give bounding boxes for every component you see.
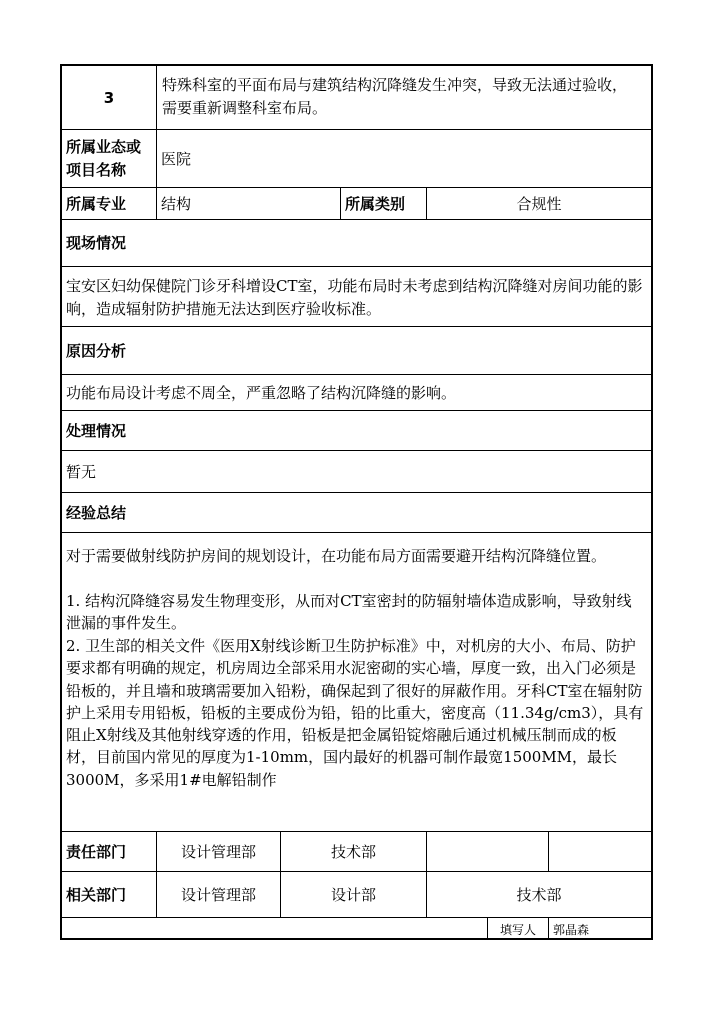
business-row xyxy=(62,130,651,188)
related-row xyxy=(62,872,651,918)
summary-text-row xyxy=(62,533,651,832)
handling-heading-row xyxy=(62,411,651,451)
cause-text: 功能布局设计考虑不周全，严重忽略了结构沉降缝的影响。 xyxy=(66,383,457,402)
site-text-row xyxy=(62,267,651,327)
responsible-dept-1: 设计管理部 xyxy=(156,832,280,871)
site-heading: 现场情况 xyxy=(66,234,127,252)
specialty-row xyxy=(62,188,651,220)
item-description-text: 特殊科室的平面布局与建筑结构沉降缝发生冲突，导致无法通过验收，需要重新调整科室布局。 xyxy=(162,76,628,117)
specialty-value: 结构 xyxy=(156,188,340,219)
summary-heading-row xyxy=(62,493,651,533)
handling-text-row xyxy=(62,451,651,493)
summary-paragraph-intro: 对于需要做射线防护房间的规划设计，在功能布局方面需要避开结构沉降缝位置。 xyxy=(66,547,607,565)
category-label: 所属类别 xyxy=(340,188,426,219)
responsible-label: 责任部门 xyxy=(66,842,127,861)
related-dept-1: 设计管理部 xyxy=(156,872,280,917)
specialty-label: 所属专业 xyxy=(66,194,127,213)
cause-heading-row xyxy=(62,327,651,375)
category-value: 合规性 xyxy=(426,188,651,219)
cause-text-row xyxy=(62,375,651,411)
business-label xyxy=(62,130,156,187)
handling-heading: 处理情况 xyxy=(66,421,127,440)
item-number: 3 xyxy=(103,88,115,107)
handling-text: 暂无 xyxy=(66,462,97,481)
business-value: 医院 xyxy=(156,130,651,187)
issue-record-table xyxy=(60,64,653,940)
item-row xyxy=(62,66,651,130)
filler-row xyxy=(62,918,651,940)
filler-name: 郭晶森 xyxy=(548,918,651,940)
responsible-dept-2: 技术部 xyxy=(280,832,426,871)
responsible-dept-4 xyxy=(548,832,651,871)
summary-paragraph-2: 2. 卫生部的相关文件《医用X射线诊断卫生防护标准》中，对机房的大小、布局、防护要求都有明确的规定，机房周边全部采用水泥密砌的实心墙，厚度一致，出入门必须是铅板的，并且墙和玻璃需要加入铅粉，确保起到了很好的屏蔽作用。牙科CT室在辐射防护上采用专用铅板，铅板的主要成份为铅，铅的比重大，密度高（11.34g/cm3），具有阻止X射线及其他射线穿透的作用，铅板是把金属铅锭熔融后通过机械压制而成的板材，目前国内常见的厚度为1-10mm，国内最好的机器可制作最宽1500MM，最长 3000M，多采用1#电解铅制作 xyxy=(66,637,644,789)
related-label: 相关部门 xyxy=(66,885,127,904)
site-heading-row xyxy=(62,220,651,267)
responsible-row xyxy=(62,832,651,872)
item-description xyxy=(156,66,651,129)
cause-heading: 原因分析 xyxy=(66,341,127,360)
business-label-text: 所属业态或项目名称 xyxy=(66,138,142,179)
summary-paragraph-1: 1. 结构沉降缝容易发生物理变形，从而对CT室密封的防辐射墙体造成影响，导致射线泄漏的事件发生。 xyxy=(66,592,632,633)
summary-heading: 经验总结 xyxy=(66,503,127,522)
filler-label: 填写人 xyxy=(487,918,548,940)
related-dept-3: 技术部 xyxy=(426,872,651,917)
site-text: 宝安区妇幼保健院门诊牙科增设CT室，功能布局时未考虑到结构沉降缝对房间功能的影响，造成辐射防护措施无法达到医疗验收标准。 xyxy=(66,277,643,318)
related-dept-2: 设计部 xyxy=(280,872,426,917)
responsible-dept-3 xyxy=(426,832,548,871)
